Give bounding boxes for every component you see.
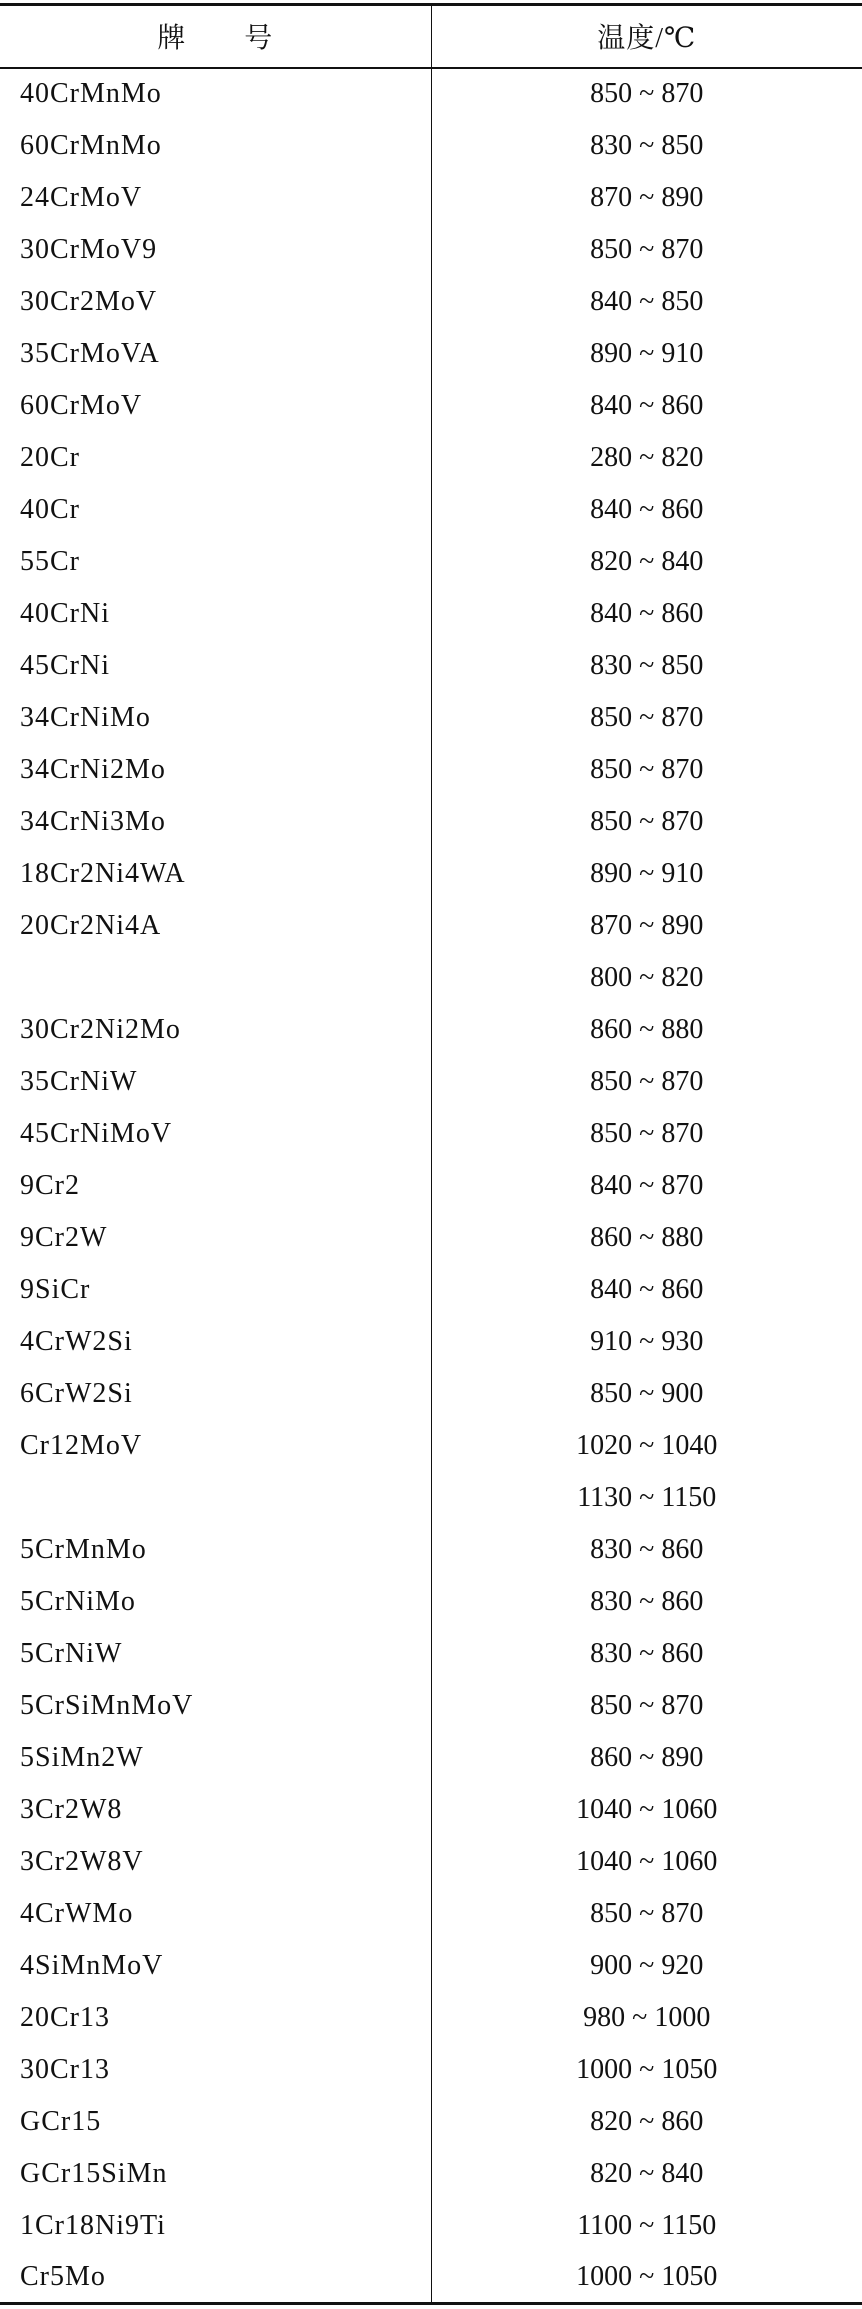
table-body — [0, 68, 862, 2304]
steel-grade-cell: 60CrMnMo — [0, 120, 431, 172]
table-row — [0, 1940, 862, 1992]
steel-grade-cell: 34CrNiMo — [0, 692, 431, 744]
temperature-cell: 830 ~ 850 — [590, 129, 704, 161]
temperature-cell: 870 ~ 890 — [590, 181, 704, 213]
table-row — [0, 796, 862, 848]
table-row — [0, 1524, 862, 1576]
table-row — [0, 276, 862, 328]
table-row — [0, 848, 862, 900]
table-row — [0, 2148, 862, 2200]
steel-grade-cell: 24CrMoV — [0, 172, 431, 224]
steel-grade-cell: 30CrMoV9 — [0, 224, 431, 276]
steel-grade-cell: 5CrSiMnMoV — [0, 1680, 431, 1732]
steel-grade-cell: 40CrMnMo — [0, 68, 431, 120]
table-row — [0, 1836, 862, 1888]
temperature-cell: 900 ~ 920 — [590, 1949, 704, 1981]
table-row — [0, 900, 862, 952]
steel-grade-cell: 60CrMoV — [0, 380, 431, 432]
table-row — [0, 1108, 862, 1160]
table-row — [0, 2096, 862, 2148]
temperature-cell: 830 ~ 860 — [590, 1637, 704, 1669]
temperature-column-header: 温度/℃ — [431, 5, 862, 68]
temperature-cell: 850 ~ 870 — [590, 701, 704, 733]
steel-grade-cell: 1Cr18Ni9Ti — [0, 2200, 431, 2252]
steel-grade-cell: 4SiMnMoV — [0, 1940, 431, 1992]
temperature-cell: 1000 ~ 1050 — [431, 2252, 862, 2304]
temperature-cell: 850 ~ 870 — [590, 1117, 704, 1149]
temperature-cell: 870 ~ 890 — [590, 909, 704, 941]
table-row — [0, 432, 862, 484]
table-row — [0, 484, 862, 536]
temperature-cell: 850 ~ 870 — [590, 1065, 704, 1097]
temperature-cell: 860 ~ 880 — [590, 1221, 704, 1253]
table-row — [0, 328, 862, 380]
temperature-cell: 860 ~ 890 — [590, 1741, 704, 1773]
steel-grade-cell: 35CrMoVA — [0, 328, 431, 380]
table-row — [0, 1264, 862, 1316]
temperature-cell: 840 ~ 860 — [590, 597, 704, 629]
steel-grade-cell: 20Cr — [0, 432, 431, 484]
steel-grade-cell: 5CrNiW — [0, 1628, 431, 1680]
steel-grade-cell: 18Cr2Ni4WA — [0, 848, 431, 900]
steel-grade-cell: 9Cr2 — [0, 1160, 431, 1212]
temperature-cell: 840 ~ 870 — [590, 1169, 704, 1201]
table-row — [0, 1420, 862, 1472]
steel-grade-cell: 34CrNi3Mo — [0, 796, 431, 848]
table-row — [0, 1680, 862, 1732]
steel-grade-cell: 9Cr2W — [0, 1212, 431, 1264]
steel-grade-cell: 20Cr13 — [0, 1992, 431, 2044]
temperature-cell: 840 ~ 860 — [590, 389, 704, 421]
temperature-cell: 850 ~ 870 — [590, 233, 704, 265]
table-row — [0, 380, 862, 432]
table-row — [0, 1004, 862, 1056]
table-row — [0, 68, 862, 120]
header-row — [0, 5, 862, 68]
table-row — [0, 1212, 862, 1264]
temperature-cell: 890 ~ 910 — [590, 337, 704, 369]
temperature-cell: 850 ~ 870 — [590, 78, 704, 109]
steel-grade-cell: 30Cr13 — [0, 2044, 431, 2096]
temperature-cell: 850 ~ 870 — [590, 1897, 704, 1929]
quenching-temperature-table — [0, 3, 862, 2305]
temperature-cell: 850 ~ 870 — [590, 753, 704, 785]
steel-grade-cell: 3Cr2W8 — [0, 1784, 431, 1836]
steel-grade-cell — [0, 952, 431, 1004]
table-row — [0, 1992, 862, 2044]
steel-grade-cell: 30Cr2Ni2Mo — [0, 1004, 431, 1056]
steel-grade-cell: 40CrNi — [0, 588, 431, 640]
table-row — [0, 2252, 862, 2304]
temperature-cell: 1100 ~ 1150 — [577, 2209, 717, 2241]
temperature-cell: 1040 ~ 1060 — [576, 1845, 718, 1877]
steel-grade-cell — [0, 1472, 431, 1524]
temperature-cell: 850 ~ 870 — [590, 1689, 704, 1721]
steel-grade-cell: 45CrNiMoV — [0, 1108, 431, 1160]
steel-grade-cell: 34CrNi2Mo — [0, 744, 431, 796]
table-row — [0, 1056, 862, 1108]
table-row — [0, 1732, 862, 1784]
steel-grade-cell: 30Cr2MoV — [0, 276, 431, 328]
temperature-cell: 1040 ~ 1060 — [576, 1793, 718, 1825]
table-row — [0, 536, 862, 588]
table-row — [0, 2200, 862, 2252]
temperature-cell: 830 ~ 850 — [590, 649, 704, 681]
temperature-cell: 840 ~ 860 — [590, 493, 704, 525]
steel-grade-cell: 20Cr2Ni4A — [0, 900, 431, 952]
steel-grade-cell: 6CrW2Si — [0, 1368, 431, 1420]
temperature-cell: 890 ~ 910 — [590, 857, 704, 889]
table-row — [0, 1160, 862, 1212]
temperature-cell: 850 ~ 870 — [590, 805, 704, 837]
table-row — [0, 2044, 862, 2096]
temperature-cell: 280 ~ 820 — [590, 441, 704, 473]
temperature-cell: 820 ~ 860 — [590, 2105, 704, 2137]
table-row — [0, 744, 862, 796]
table-row — [0, 1628, 862, 1680]
temperature-cell: 1020 ~ 1040 — [576, 1429, 718, 1461]
steel-grade-cell: 3Cr2W8V — [0, 1836, 431, 1888]
steel-grade-cell: 4CrWMo — [0, 1888, 431, 1940]
table-row — [0, 952, 862, 1004]
temperature-cell: 820 ~ 840 — [590, 545, 704, 577]
temperature-cell: 980 ~ 1000 — [583, 2001, 711, 2033]
temperature-cell: 830 ~ 860 — [590, 1585, 704, 1617]
temperature-cell: 830 ~ 860 — [590, 1533, 704, 1565]
steel-grade-cell: 55Cr — [0, 536, 431, 588]
steel-grade-cell: 4CrW2Si — [0, 1316, 431, 1368]
steel-grade-cell: Cr5Mo — [0, 2252, 431, 2304]
temperature-cell: 1130 ~ 1150 — [577, 1481, 717, 1513]
temperature-cell: 840 ~ 860 — [590, 1273, 704, 1305]
table-row — [0, 1368, 862, 1420]
table-row — [0, 224, 862, 276]
steel-grade-cell: 45CrNi — [0, 640, 431, 692]
table-row — [0, 1316, 862, 1368]
temperature-cell: 800 ~ 820 — [590, 961, 704, 993]
steel-grade-cell: 35CrNiW — [0, 1056, 431, 1108]
table-row — [0, 1472, 862, 1524]
steel-grade-cell: 40Cr — [0, 484, 431, 536]
table-header — [0, 5, 862, 68]
table-row — [0, 120, 862, 172]
grade-column-header: 牌 号 — [0, 5, 431, 68]
steel-grade-cell: Cr12MoV — [0, 1420, 431, 1472]
temperature-cell: 910 ~ 930 — [590, 1325, 704, 1357]
temperature-cell: 860 ~ 880 — [590, 1013, 704, 1045]
table-row — [0, 1576, 862, 1628]
table-row — [0, 692, 862, 744]
table-row — [0, 1784, 862, 1836]
table-row — [0, 172, 862, 224]
steel-grade-cell: GCr15 — [0, 2096, 431, 2148]
table-row — [0, 588, 862, 640]
temperature-cell: 1000 ~ 1050 — [576, 2053, 718, 2085]
temperature-cell: 820 ~ 840 — [590, 2157, 704, 2189]
steel-grade-cell: 5CrMnMo — [0, 1524, 431, 1576]
table-row — [0, 1888, 862, 1940]
temperature-cell: 850 ~ 900 — [590, 1377, 704, 1409]
steel-grade-cell: 9SiCr — [0, 1264, 431, 1316]
steel-grade-cell: 5CrNiMo — [0, 1576, 431, 1628]
steel-grade-cell: GCr15SiMn — [0, 2148, 431, 2200]
temperature-cell: 840 ~ 850 — [590, 285, 704, 317]
steel-grade-cell: 5SiMn2W — [0, 1732, 431, 1784]
table-row — [0, 640, 862, 692]
